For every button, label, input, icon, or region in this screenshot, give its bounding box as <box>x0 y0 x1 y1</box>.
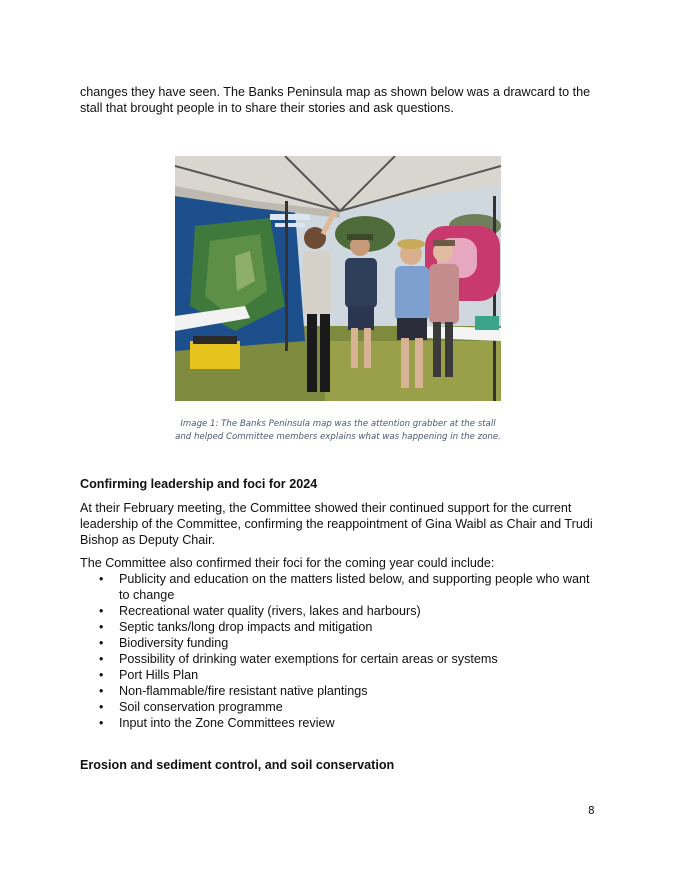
list-item-text: Input into the Zone Committees review <box>119 716 335 730</box>
list-item-text: Non-flammable/fire resistant native plantings <box>119 684 368 698</box>
list-item <box>80 715 600 731</box>
list-item <box>80 635 600 651</box>
stall-photo <box>175 156 501 401</box>
caption-line-1: Image 1: The Banks Peninsula map was the attention grabber at the stall <box>180 419 496 429</box>
list-item <box>80 651 600 667</box>
list-item <box>80 619 600 635</box>
list-item-text: Recreational water quality (rivers, lakes and harbours) <box>119 604 421 618</box>
photo-caption <box>160 418 516 444</box>
bullet: • <box>99 652 104 666</box>
section-heading-erosion: Erosion and sediment control, and soil conservation <box>80 758 395 772</box>
list-item-text: Publicity and education on the matters listed below, and supporting people who want to change <box>119 572 590 602</box>
list-item-text: Port Hills Plan <box>119 668 199 682</box>
list-item <box>80 603 600 619</box>
list-item <box>80 683 600 699</box>
list-item <box>80 699 600 715</box>
list-item-text: Possibility of drinking water exemptions for certain areas or systems <box>119 652 498 666</box>
foci-list <box>80 571 600 731</box>
intro-paragraph: changes they have seen. The Banks Peninsula map as shown below was a drawcard to the stall that brought people in to share their stories and ask questions. <box>80 85 591 115</box>
leadership-paragraph: At their February meeting, the Committee showed their continued support for the current leadership of the Committee, confirming the reappointment of Gina Waibl as Chair and Trudi Bishop as Deputy Chair. <box>80 501 593 547</box>
section-heading-leadership: Confirming leadership and foci for 2024 <box>80 477 318 491</box>
bullet: • <box>99 604 104 618</box>
bullet: • <box>99 668 104 682</box>
bullet: • <box>99 716 104 730</box>
bullet: • <box>99 700 104 714</box>
bullet: • <box>99 572 104 586</box>
bullet: • <box>99 636 104 650</box>
bullet: • <box>99 620 104 634</box>
bullet: • <box>99 684 104 698</box>
caption-line-2: and helped Committee members explains what was happening in the zone. <box>175 432 501 442</box>
page-number: 8 <box>588 805 595 817</box>
list-item <box>80 571 600 603</box>
list-item <box>80 667 600 683</box>
foci-intro-paragraph: The Committee also confirmed their foci for the coming year could include: <box>80 556 495 570</box>
list-item-text: Biodiversity funding <box>119 636 229 650</box>
list-item-text: Soil conservation programme <box>119 700 283 714</box>
list-item-text: Septic tanks/long drop impacts and mitigation <box>119 620 373 634</box>
